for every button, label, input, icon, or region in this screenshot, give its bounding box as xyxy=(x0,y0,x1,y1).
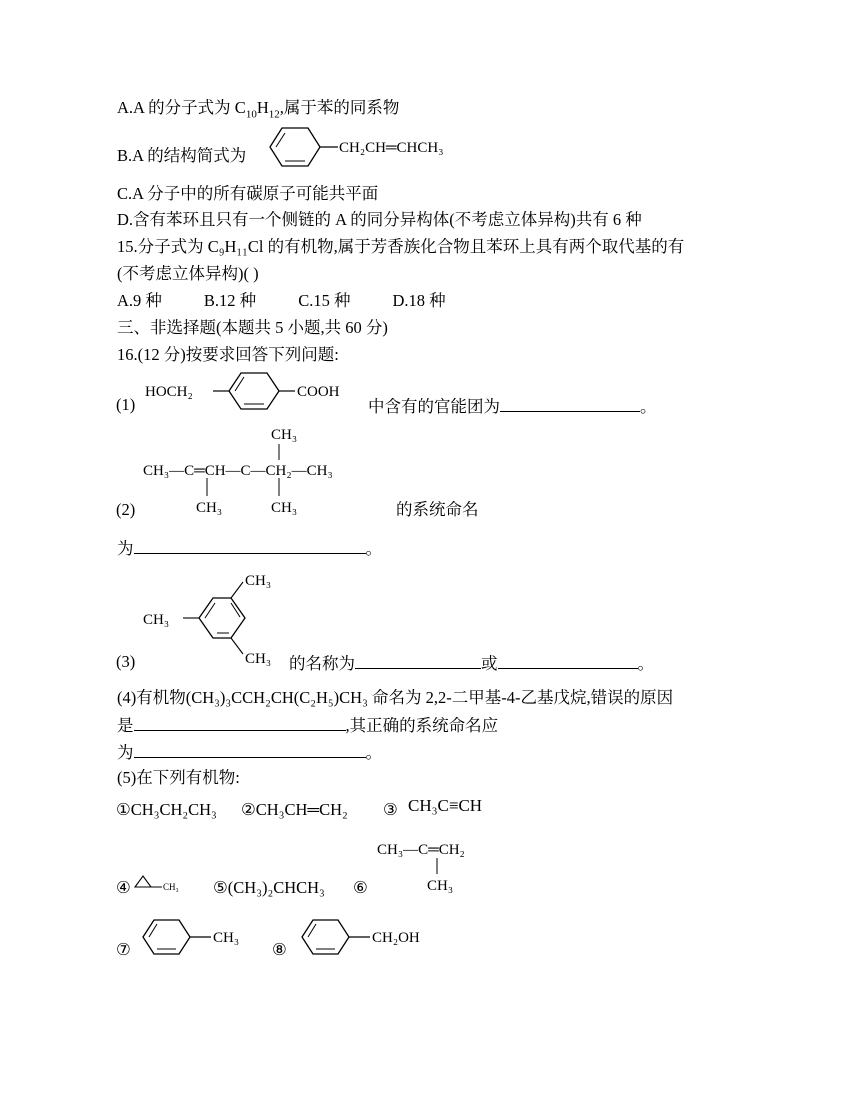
q15-option-b: B.12 种 xyxy=(203,291,257,310)
svg-text:HOCH₂: HOCH₂ xyxy=(145,384,193,400)
answer-blank-4b[interactable] xyxy=(134,741,366,758)
q15-stem-2: (不考虑立体异构)( ) xyxy=(117,264,259,283)
q16-2-number: (2) xyxy=(116,500,136,519)
answer-blank-3b[interactable] xyxy=(498,652,638,669)
svg-text:CH₃—C═CH—C—CH₂—CH₃: CH₃—C═CH—C—CH₂—CH₃ xyxy=(143,463,333,479)
q14-option-a: A.A 的分子式为 $C_{10}H_{12}$,属于苯的同系物 xyxy=(117,98,400,121)
q16-2-question: 的系统命名 xyxy=(396,500,479,519)
q16-5-title: (5)在下列有机物: xyxy=(117,768,240,787)
svg-text:CH₃: CH₃ xyxy=(245,651,272,667)
svg-text:CH₃: CH₃ xyxy=(271,427,298,443)
compound-1: ①CH₃CH₂CH₃ xyxy=(116,800,217,819)
svg-text:CH₃: CH₃ xyxy=(143,612,170,628)
compound-5: ⑤(CH₃)₂CHCH₃ xyxy=(213,878,325,897)
compound-3-number: ③ xyxy=(383,800,398,819)
svg-text:CH₃: CH₃ xyxy=(245,573,272,589)
answer-blank-4a[interactable] xyxy=(134,714,346,731)
q14-option-c: C.A 分子中的所有碳原子可能共平面 xyxy=(117,184,379,203)
answer-blank-3a[interactable] xyxy=(355,652,481,669)
q14-option-b: B.A 的结构简式为 xyxy=(117,146,247,165)
compound-6-number: ⑥ xyxy=(353,878,368,897)
q16-1-question: 中含有的官能团为 。 xyxy=(368,397,657,416)
svg-text:CH₃—C═CH₂: CH₃—C═CH₂ xyxy=(377,842,465,858)
section-heading: 三、非选择题(本题共 5 小题,共 60 分) xyxy=(117,318,388,337)
q15-option-c: C.15 种 xyxy=(298,291,351,310)
answer-blank-2[interactable] xyxy=(134,537,366,554)
q14-option-d: D.含有苯环且只有一个侧链的 A 的同分异构体(不考虑立体异构)共有 6 种 xyxy=(117,210,642,229)
b-side-chain: CH₂CH═CHCH₃ xyxy=(339,140,444,156)
q16-3-number: (3) xyxy=(116,652,136,671)
svg-text:CH₃: CH₃ xyxy=(271,500,298,516)
hydroxymethyl-benzoic-acid-structure xyxy=(145,371,365,413)
toluene-structure xyxy=(141,918,261,960)
q15-options xyxy=(117,291,488,311)
q16-title: 16.(12 分)按要求回答下列问题: xyxy=(117,345,339,364)
q16-4-line2: 是 ,其正确的系统命名应 xyxy=(117,716,499,735)
methylcyclopropane-structure xyxy=(132,874,202,894)
q15-stem: 15.分子式为 C₉H₁₁Cl 的有机物,属于芳香族化合物且苯环上具有两个取代基的有 xyxy=(117,237,685,256)
svg-text:CH₂OH: CH₂OH xyxy=(372,930,420,946)
q16-2-answer-line: 为 。 xyxy=(117,539,382,558)
compound-7-number: ⑦ xyxy=(116,940,131,959)
trimethylbenzene-structure xyxy=(143,566,293,672)
q16-1-number: (1) xyxy=(116,395,136,414)
compound-4-number: ④ xyxy=(116,878,131,897)
svg-text:CH₃: CH₃ xyxy=(427,878,454,894)
svg-text:COOH: COOH xyxy=(297,384,340,400)
q15-option-d: D.18 种 xyxy=(392,291,446,310)
svg-text:CH₃: CH₃ xyxy=(196,500,223,516)
svg-text:CH₃: CH₃ xyxy=(213,930,240,946)
benzene-structure-b xyxy=(268,125,498,169)
q16-4-stem: (4)有机物(CH₃)₃CCH₂CH(C₂H₅)CH₃ 命名为 2,2-二甲基-4-乙基戊烷,错误的原因 xyxy=(117,688,674,707)
q16-4-line3: 为 。 xyxy=(117,743,382,762)
compound-3: CH₃C≡CH xyxy=(408,796,483,815)
alkene-structure-2 xyxy=(143,422,403,520)
benzyl-alcohol-structure xyxy=(300,918,450,960)
q16-3-question: 的名称为 或 。 xyxy=(289,654,654,673)
compound-8-number: ⑧ xyxy=(272,940,287,959)
svg-text:CH₃: CH₃ xyxy=(163,882,179,892)
q15-option-a: A.9 种 xyxy=(117,291,162,310)
answer-blank-1[interactable] xyxy=(500,395,640,412)
isobutylene-structure xyxy=(377,836,507,894)
compound-2: ②CH₃CH═CH₂ xyxy=(241,800,348,819)
